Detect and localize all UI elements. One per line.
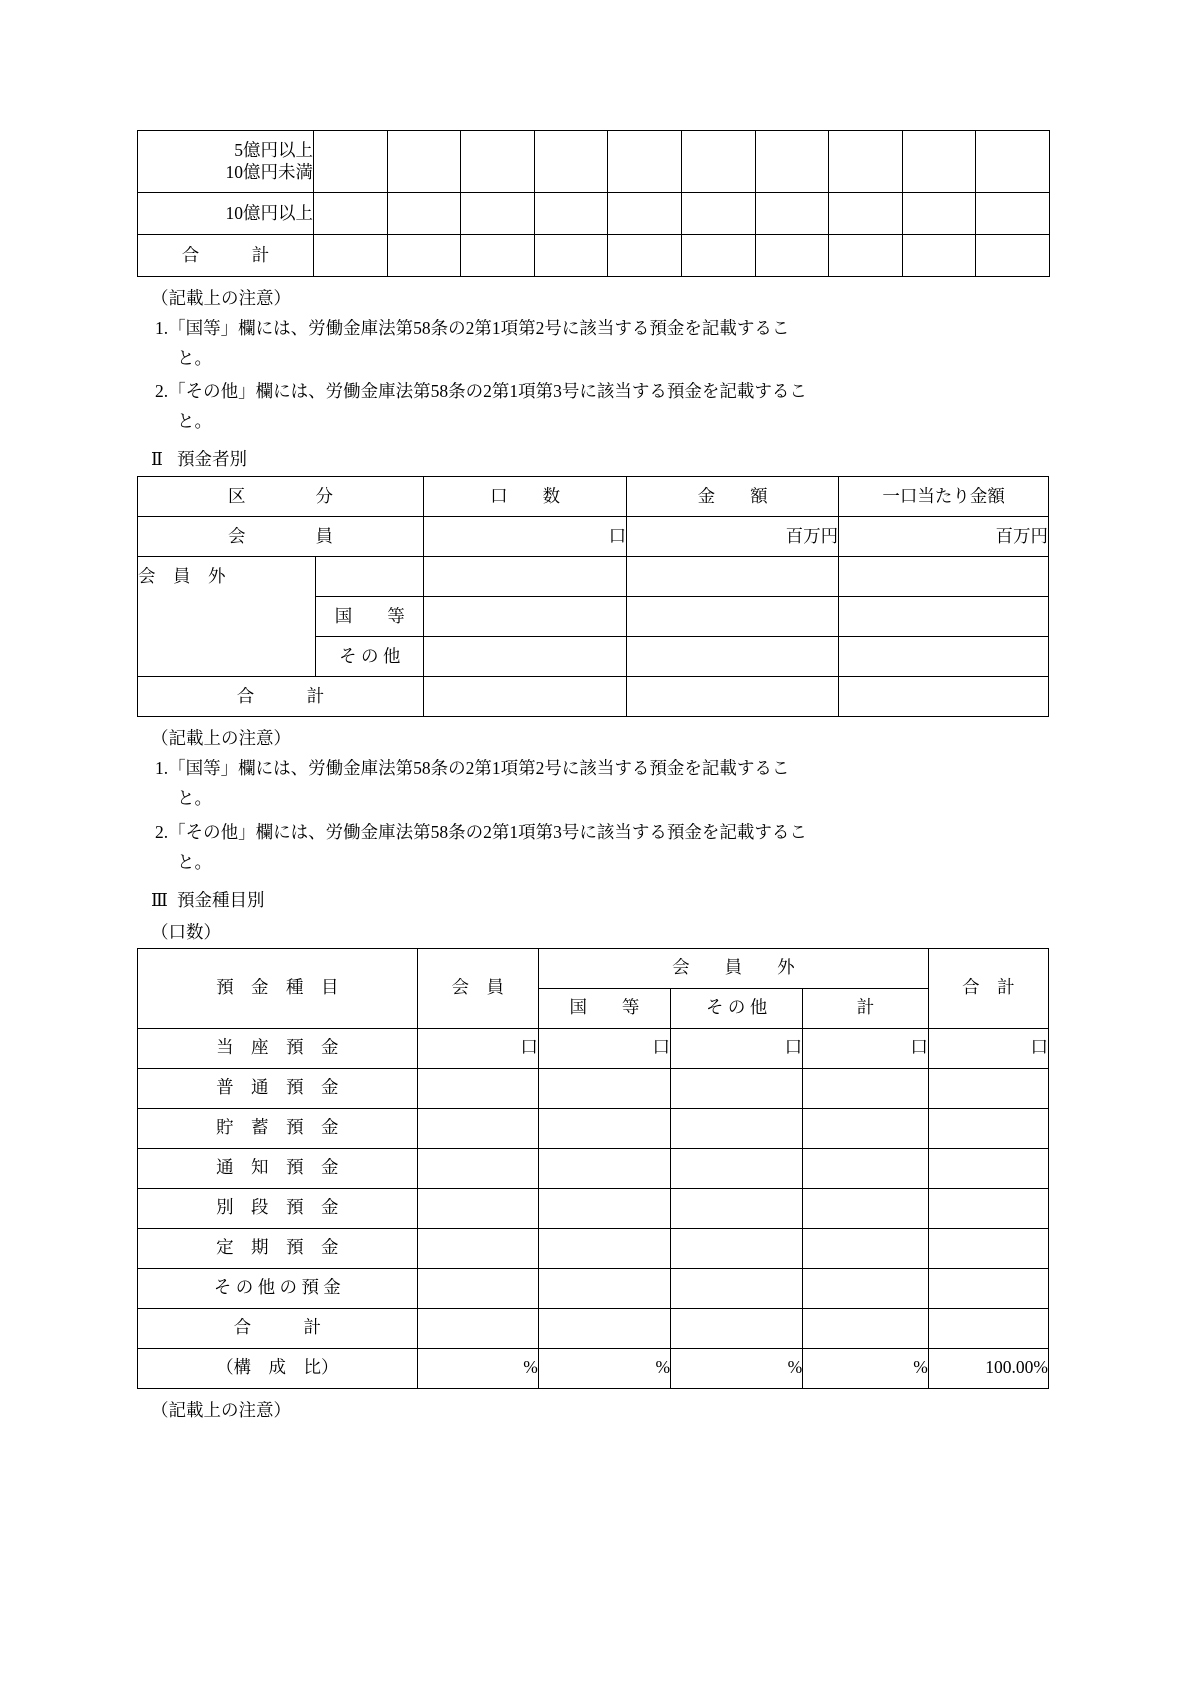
cell[interactable]	[461, 235, 535, 277]
header-nonmember: 会 員 外	[538, 948, 928, 988]
note-number: 1.	[155, 758, 169, 779]
cell[interactable]	[681, 193, 755, 235]
note-text: 「国等」欄には、労働金庫法第58条の2第1項第2号に該当する預金を記載するこ	[168, 318, 790, 338]
cell-unit-kuni[interactable]: 口	[538, 1028, 670, 1068]
row-label-total: 合 計	[138, 677, 424, 717]
cell-pct-sonota[interactable]: %	[671, 1348, 803, 1388]
cell[interactable]	[902, 131, 976, 193]
note-continuation: と。	[177, 788, 212, 809]
cell[interactable]	[803, 1268, 929, 1308]
table-row	[138, 1228, 1049, 1268]
table-row	[138, 1068, 1049, 1108]
cell[interactable]	[538, 1188, 670, 1228]
cell[interactable]	[803, 1148, 929, 1188]
row-label-composition: （構 成 比）	[138, 1348, 418, 1388]
cell[interactable]	[417, 1068, 538, 1108]
row-label-10oku: 10億円以上	[138, 193, 314, 235]
note-item	[137, 376, 1049, 406]
cell[interactable]	[534, 193, 608, 235]
cell[interactable]	[608, 235, 682, 277]
table-header-row	[138, 477, 1049, 517]
row-label-kuni: 国 等	[316, 597, 424, 637]
cell[interactable]	[314, 235, 388, 277]
table-deposit-size-continuation	[137, 130, 1050, 277]
cell[interactable]	[461, 193, 535, 235]
table-row-member	[138, 517, 1049, 557]
section-heading-3	[151, 887, 1049, 912]
note-continuation: と。	[177, 411, 212, 432]
cell[interactable]	[671, 1068, 803, 1108]
note-item	[137, 817, 1049, 847]
header-member: 会 員	[417, 948, 538, 1028]
cell[interactable]	[627, 597, 839, 637]
header-subtotal: 計	[803, 988, 929, 1028]
note-continuation: と。	[177, 851, 212, 872]
cell[interactable]	[671, 1308, 803, 1348]
cell[interactable]	[928, 1148, 1048, 1188]
cell-pct-total[interactable]: 100.00%	[928, 1348, 1048, 1388]
cell-unit-sonota[interactable]: 口	[671, 1028, 803, 1068]
row-label-sonota-yokin: そ の 他 の 預 金	[138, 1268, 418, 1308]
notes-heading: （記載上の注意）	[151, 288, 291, 308]
notes-heading: （記載上の注意）	[151, 728, 291, 749]
cell[interactable]	[387, 131, 461, 193]
cell[interactable]	[803, 1228, 929, 1268]
cell[interactable]	[671, 1148, 803, 1188]
header-kingaku: 金 額	[627, 477, 839, 517]
cell-unit-per-unit[interactable]: 百万円	[839, 517, 1049, 557]
cell[interactable]	[755, 131, 829, 193]
header-per-unit: 一口当たり金額	[839, 477, 1049, 517]
notes-block-1	[137, 285, 1049, 436]
cell[interactable]	[829, 131, 903, 193]
note-text: 「国等」欄には、労働金庫法第58条の2第1項第2号に該当する預金を記載するこ	[168, 758, 790, 779]
cell[interactable]	[829, 193, 903, 235]
table-row-total	[138, 677, 1049, 717]
table-by-depositor	[137, 476, 1049, 717]
cell[interactable]	[829, 235, 903, 277]
cell[interactable]	[671, 1228, 803, 1268]
cell-pct-kuni[interactable]: %	[538, 1348, 670, 1388]
cell[interactable]	[417, 1148, 538, 1188]
cell[interactable]	[417, 1188, 538, 1228]
table-row	[138, 1148, 1049, 1188]
row-label-teiki: 定 期 預 金	[138, 1228, 418, 1268]
cell[interactable]	[839, 637, 1049, 677]
cell[interactable]	[928, 1068, 1048, 1108]
cell[interactable]	[538, 1108, 670, 1148]
row-label-sonota: そ の 他	[316, 637, 424, 677]
note-number: 1.	[155, 318, 169, 338]
cell[interactable]	[387, 235, 461, 277]
notes-block-3	[137, 1397, 1049, 1422]
note-text: 「その他」欄には、労働金庫法第58条の2第1項第3号に該当する預金を記載するこ	[168, 821, 807, 842]
row-label-nonmember: 会 員 外	[138, 557, 316, 677]
cell[interactable]	[928, 1188, 1048, 1228]
header-sonota: そ の 他	[671, 988, 803, 1028]
cell[interactable]	[755, 193, 829, 235]
cell[interactable]	[803, 1188, 929, 1228]
cell[interactable]	[461, 131, 535, 193]
cell[interactable]	[417, 1108, 538, 1148]
cell[interactable]	[839, 677, 1049, 717]
table-row	[138, 1268, 1049, 1308]
row-label-total: 合 計	[138, 1308, 418, 1348]
cell-unit-kuchisu[interactable]: 口	[424, 517, 627, 557]
section-title: 預金者別	[177, 449, 247, 470]
cell[interactable]	[417, 1268, 538, 1308]
header-kubun: 区 分	[138, 477, 424, 517]
cell[interactable]	[534, 235, 608, 277]
cell[interactable]	[928, 1308, 1048, 1348]
header-kuchisu: 口 数	[424, 477, 627, 517]
section-subtitle-3: （口数）	[151, 921, 221, 942]
cell[interactable]	[755, 235, 829, 277]
row-label-betsudan: 別 段 預 金	[138, 1188, 418, 1228]
cell[interactable]	[839, 557, 1049, 597]
note-continuation: と。	[177, 348, 212, 369]
row-label-chochiku: 貯 蓄 預 金	[138, 1108, 418, 1148]
document-content	[137, 130, 1049, 1424]
cell[interactable]	[803, 1108, 929, 1148]
cell[interactable]	[627, 677, 839, 717]
cell[interactable]	[976, 193, 1050, 235]
section-numeral: Ⅱ	[151, 449, 163, 470]
cell[interactable]	[538, 1268, 670, 1308]
note-text: 「その他」欄には、労働金庫法第58条の2第1項第3号に該当する預金を記載するこ	[168, 381, 807, 402]
cell[interactable]	[976, 235, 1050, 277]
table-header-row-top	[138, 948, 1049, 988]
cell[interactable]	[671, 1268, 803, 1308]
note-item	[137, 753, 1049, 783]
cell[interactable]	[424, 677, 627, 717]
notes-heading: （記載上の注意）	[151, 1399, 291, 1420]
cell[interactable]	[902, 235, 976, 277]
cell[interactable]	[424, 597, 627, 637]
cell[interactable]	[538, 1308, 670, 1348]
cell[interactable]	[538, 1228, 670, 1268]
note-number: 2.	[155, 821, 169, 842]
header-grand-total: 合 計	[928, 948, 1048, 1028]
note-item	[137, 313, 1049, 343]
cell[interactable]	[928, 1228, 1048, 1268]
cell-unit-kingaku[interactable]: 百万円	[627, 517, 839, 557]
cell[interactable]	[928, 1108, 1048, 1148]
table-row	[138, 193, 1050, 235]
header-deposit-type: 預 金 種 目	[138, 948, 418, 1028]
cell[interactable]	[534, 131, 608, 193]
row-label-member: 会 員	[138, 517, 424, 557]
table-row	[138, 131, 1050, 193]
section-numeral: Ⅲ	[151, 889, 168, 910]
cell[interactable]	[976, 131, 1050, 193]
cell[interactable]	[627, 637, 839, 677]
cell-unit-subtotal[interactable]: 口	[803, 1028, 929, 1068]
spacer-cell	[316, 557, 424, 597]
cell-unit-total[interactable]: 口	[928, 1028, 1048, 1068]
cell[interactable]	[839, 597, 1049, 637]
cell[interactable]	[387, 193, 461, 235]
cell[interactable]	[424, 637, 627, 677]
cell[interactable]	[627, 557, 839, 597]
header-kuni: 国 等	[538, 988, 670, 1028]
cell[interactable]	[803, 1068, 929, 1108]
cell[interactable]	[681, 235, 755, 277]
table-row	[138, 1308, 1049, 1348]
row-label-line1: 5億円以上	[234, 140, 313, 161]
cell[interactable]	[608, 193, 682, 235]
cell[interactable]	[417, 1308, 538, 1348]
cell[interactable]	[417, 1228, 538, 1268]
cell[interactable]	[538, 1068, 670, 1108]
note-number: 2.	[155, 381, 169, 402]
row-label-line2: 10億円未満	[225, 161, 313, 182]
cell[interactable]	[671, 1188, 803, 1228]
cell-unit-member[interactable]: 口	[417, 1028, 538, 1068]
table-row	[138, 235, 1050, 277]
row-label-futsuu: 普 通 預 金	[138, 1068, 418, 1108]
cell[interactable]	[314, 193, 388, 235]
table-row	[138, 1108, 1049, 1148]
cell[interactable]	[538, 1148, 670, 1188]
cell[interactable]	[928, 1268, 1048, 1308]
cell[interactable]	[671, 1108, 803, 1148]
row-label-touza: 当 座 預 金	[138, 1028, 418, 1068]
row-label-tsuuchi: 通 知 預 金	[138, 1148, 418, 1188]
row-label-5oku	[138, 131, 314, 193]
section-heading-2	[151, 446, 1049, 471]
cell[interactable]	[902, 193, 976, 235]
cell-pct-subtotal[interactable]: %	[803, 1348, 929, 1388]
table-row-composition	[138, 1348, 1049, 1388]
table-row	[138, 1188, 1049, 1228]
cell-pct-member[interactable]: %	[417, 1348, 538, 1388]
table-by-deposit-type	[137, 948, 1049, 1389]
table-row-nonmember	[138, 557, 1049, 597]
section-title: 預金種目別	[177, 889, 265, 910]
row-label-total: 合 計	[138, 235, 314, 277]
notes-block-2	[137, 725, 1049, 876]
cell[interactable]	[681, 131, 755, 193]
table-row	[138, 1028, 1049, 1068]
cell[interactable]	[803, 1308, 929, 1348]
cell[interactable]	[608, 131, 682, 193]
cell[interactable]	[424, 557, 627, 597]
cell[interactable]	[314, 131, 388, 193]
